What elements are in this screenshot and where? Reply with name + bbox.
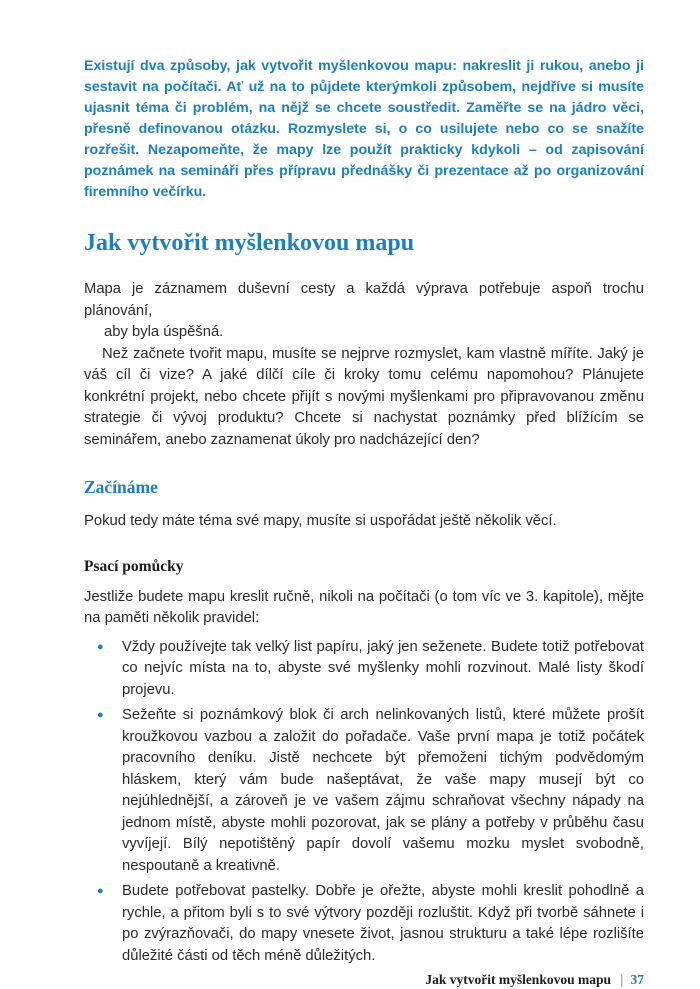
section-heading-zaciname: Začínáme [84, 477, 158, 497]
paragraph-3: Pokud tedy máte téma své mapy, musíte si uspořádat ještě několik věcí. [84, 513, 557, 529]
bullet-icon: ● [97, 885, 104, 897]
paragraph-2: Než začnete tvořit mapu, musíte se nejprve rozmyslet, kam vlastně míříte. Jaký je váš cíl či vize? A jaké dílčí cíle či kroky tomu celému napomohou? Plánujete konkrétní projekt, nebo chcete přijít s novými myšlenkami pro připravovanou změnu strategie či vývoj produktu? Chcete si nachystat poznámky před blížícím se seminářem, anebo zaznamenat úkoly pro nadcházející den? [84, 345, 644, 448]
list-item [84, 881, 644, 967]
paragraph-1-line-2: aby byla úspěšná. [104, 324, 224, 340]
bullet-icon: ● [97, 709, 104, 721]
paragraph-4: Jestliže budete mapu kreslit ručně, nikoli na počítači (o tom víc ve 3. kapitole), mějte na paměti několik pravidel: [84, 588, 644, 626]
bullet-icon: ● [97, 640, 104, 653]
intro-paragraph: Existují dva způsoby, jak vytvořit myšlenkovou mapu: nakreslit ji rukou, anebo ji sestavit na počítači. Ať už na to půjdete kterýmkoli způsobem, nejdříve si musíte ujasnit téma či problém, na nějž se chcete soustředit. Zaměřte se na jádro věci, přesně definovanou otázku. Rozmyslete si, o co usilujete nebo co se snažíte rozřešit. Nezapomeňte, že mapy lze použít prakticky kdykoli – od zapisování poznámek na semináři přes přípravu přednášky či prezentace až po organizování firemního večírku. [84, 58, 644, 200]
footer-separator: | [619, 972, 624, 987]
list-item [84, 705, 644, 877]
bullet-item-text: Vždy používejte tak velký list papíru, jaký jen seženete. Budete totiž potřebovat co nejvíc místa na to, abyste své myšlenky mohli rozvinout. Malé listy škodí projevu. [122, 638, 644, 698]
footer-page-number: 37 [630, 972, 644, 987]
footer-chapter-title: Jak vytvořit myšlenkovou mapu [425, 972, 611, 987]
bullet-list [84, 637, 644, 972]
list-item [84, 637, 644, 702]
chapter-heading: Jak vytvořit myšlenkovou mapu [84, 230, 415, 256]
paragraph-1 [84, 279, 644, 344]
subsection-heading-psaci-pomucky: Psací pomůcky [84, 557, 184, 575]
bullet-item-text: Sežeňte si poznámkový blok či arch nelinkovaných listů, které můžete prošít kroužkovou vazbou a založit do pořadače. Vaše první mapa je totiž počátek pracovního deníku. Jistě nechcete být přemoženi tichým podvědomým hláskem, který vám bude našeptávat, že vaše mapy musejí být co nejúhlednější, a zároveň je ve vašem zájmu schraňovat všechny nápady na jednom místě, abyste mohli pozorovat, jak se plány a potřeby v průběhu času vyvíjejí. Bílý nepotištěný papír dovolí vašemu mozku myslet svobodně, nespoutaně a kreativně. [122, 707, 644, 874]
paragraph-1-line-1: Mapa je záznamem duševní cesty a každá výprava potřebuje aspoň trochu plánování, [84, 281, 644, 319]
bullet-item-text: Budete potřebovat pastelky. Dobře je ořežte, abyste mohli kreslit pohodlně a rychle, a přitom byli s to své výtvory později rozluštit. Když při tvorbě sáhnete i po zvýrazňovači, do mapy vnesete život, jasnou strukturu a také lépe rozlišíte důležité části od těch méně důležitých. [122, 883, 644, 964]
page-footer [84, 971, 644, 989]
